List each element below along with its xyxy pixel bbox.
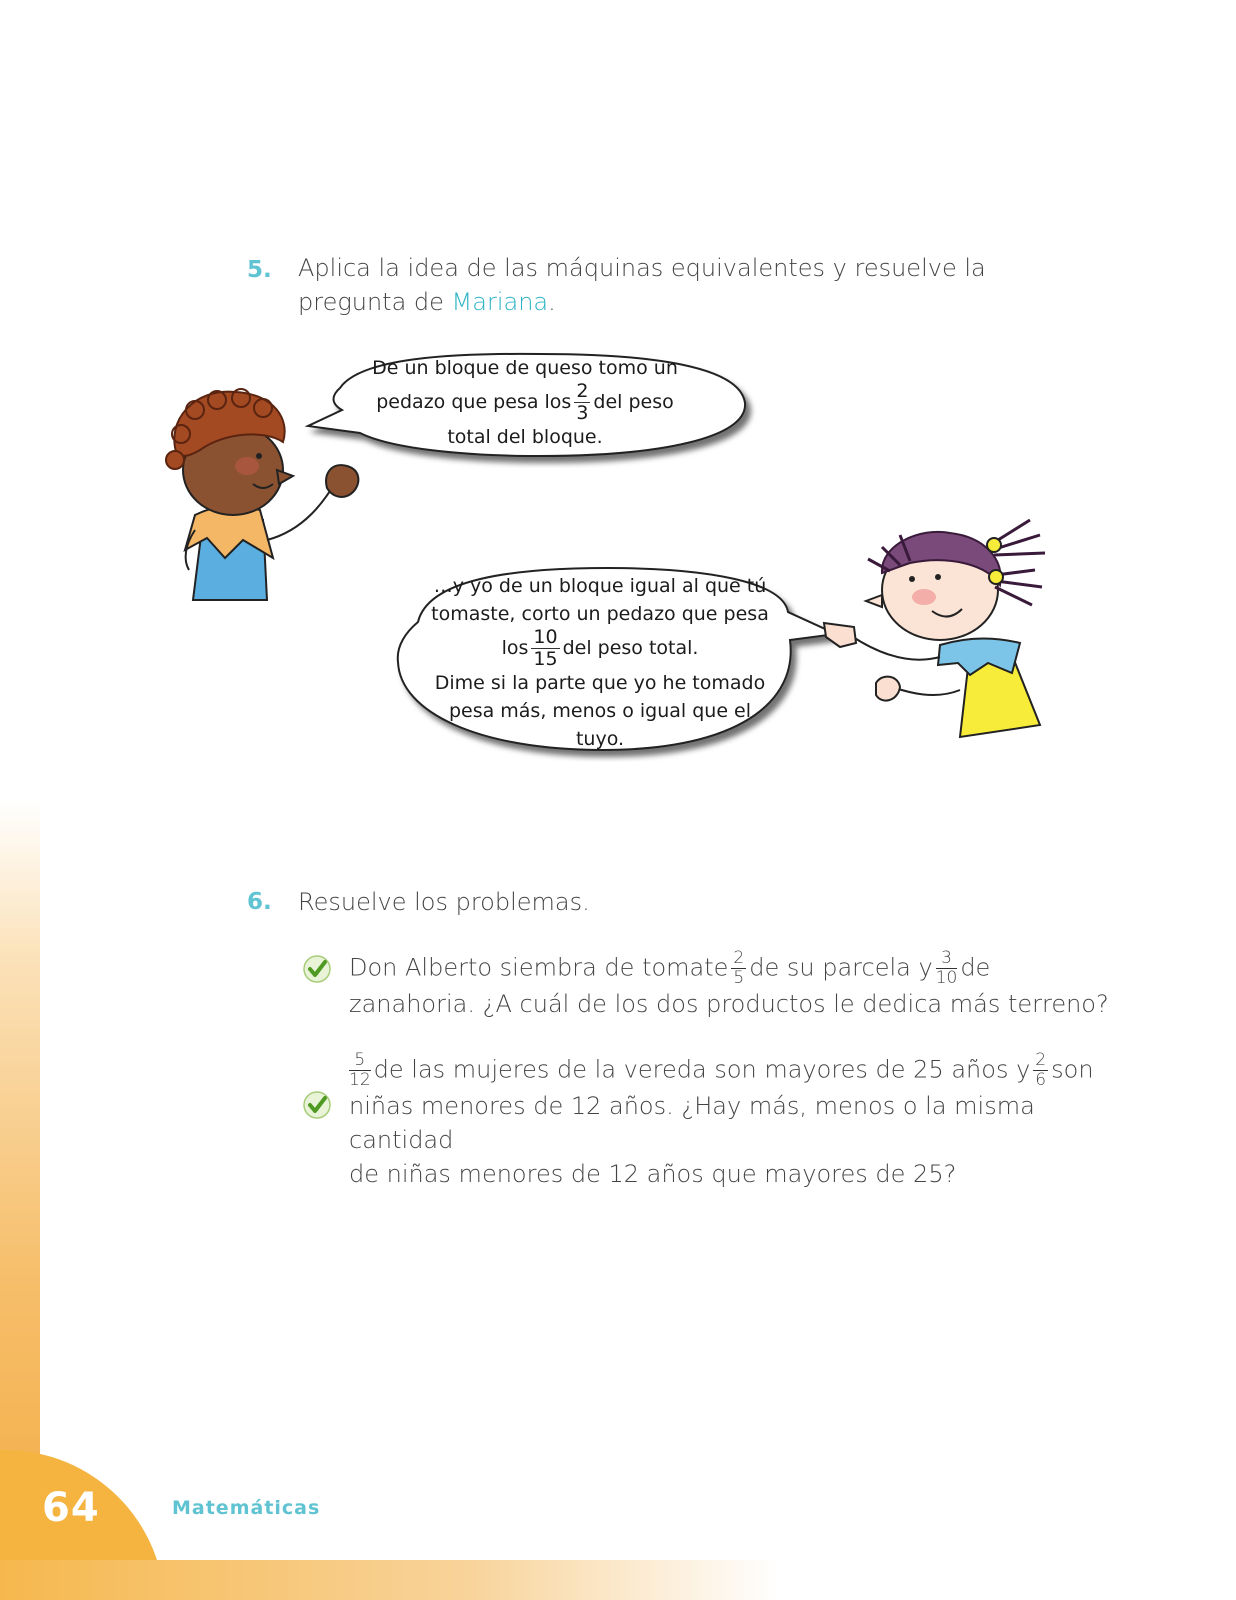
- bubble-2-line-3-end: del peso total.: [562, 637, 699, 659]
- fraction-numerator: 2: [576, 380, 589, 402]
- exercise-5-instruction: [298, 251, 1018, 319]
- fraction-2-6: [1033, 1052, 1048, 1089]
- page-number: 64: [42, 1485, 100, 1531]
- problem-1-text-a: Don Alberto siembra de tomate: [349, 953, 729, 982]
- fraction-denominator: 3: [576, 402, 589, 424]
- problem-1-text-c: de: [960, 953, 991, 982]
- bubble-2-line-6: tuyo.: [575, 728, 625, 750]
- exercise-5-line-2-end: .: [548, 288, 556, 316]
- fraction-denominator: 5: [733, 968, 745, 988]
- bubble-2-line-5: pesa más, menos o igual que el: [448, 700, 752, 722]
- fraction-numerator: 3: [936, 950, 958, 969]
- problem-2-text-a: de las mujeres de la vereda son mayores de 25 años y: [373, 1055, 1031, 1084]
- fraction-denominator: 12: [349, 1070, 371, 1090]
- fraction-numerator: 5: [349, 1052, 371, 1071]
- problem-2-text-b: son: [1051, 1055, 1094, 1084]
- check-icon: [302, 954, 332, 984]
- fraction-numerator: 2: [1035, 1050, 1047, 1070]
- problem-1-text-b: de su parcela y: [749, 953, 933, 982]
- fraction-2-3: [574, 382, 590, 423]
- problem-2: [349, 1052, 1109, 1191]
- problem-2-line-3: de niñas menores de 12 años que mayores de 25?: [349, 1160, 957, 1188]
- girl-character-illustration: [820, 515, 1060, 745]
- exercise-5-number: 5.: [247, 257, 272, 283]
- bubble-1-line-2-text: pedazo que pesa los: [376, 391, 572, 413]
- bubble-2-line-3: [410, 628, 790, 669]
- boy-character-illustration: [155, 380, 385, 605]
- problem-1-line-2: zanahoria. ¿A cuál de los dos productos le dedica más terreno?: [349, 990, 1109, 1018]
- fraction-numerator: 10: [533, 626, 558, 648]
- check-icon: [302, 1090, 332, 1120]
- bubble-2-line-1: …y yo de un bloque igual al que tú: [433, 575, 767, 597]
- problem-2-line-2: niñas menores de 12 años. ¿Hay más, menos o la misma cantidad: [349, 1092, 1035, 1154]
- bubble-1-line-1: De un bloque de queso tomo un: [372, 357, 678, 379]
- bubble-2-line-3-text: los: [501, 637, 529, 659]
- bubble-1-line-2: [340, 382, 710, 423]
- fraction-denominator: 10: [935, 968, 958, 988]
- fraction-5-12: [349, 1052, 371, 1089]
- bubble-2-line-4: Dime si la parte que yo he tomado: [434, 672, 766, 694]
- problem-2-line-1: [349, 1052, 1109, 1089]
- problem-1: [349, 950, 1109, 1021]
- fraction-3-10: [936, 950, 958, 987]
- fraction-10-15: [531, 628, 559, 669]
- fraction-denominator: 15: [533, 648, 558, 670]
- fraction-2-5: [731, 950, 746, 987]
- character-name-mariana: Mariana: [451, 288, 549, 316]
- exercise-6-number: 6.: [247, 889, 272, 915]
- bubble-1-line-3: total del bloque.: [447, 426, 603, 448]
- exercise-5-line-2-text: pregunta de: [298, 288, 452, 316]
- speech-bubble-2-text: [410, 572, 790, 753]
- exercise-6-title: Resuelve los problemas.: [298, 888, 590, 916]
- speech-bubble-1-text: [340, 354, 710, 451]
- fraction-denominator: 6: [1035, 1070, 1047, 1090]
- exercise-5-line-2: [298, 285, 1018, 319]
- subject-label: Matemáticas: [172, 1497, 321, 1519]
- bubble-2-line-2: tomaste, corto un pedazo que pesa: [431, 603, 769, 625]
- problem-1-line-1: [349, 950, 1109, 987]
- exercise-5-line-1: Aplica la idea de las máquinas equivalentes y resuelve la: [298, 254, 986, 282]
- bubble-1-line-2-end: del peso: [593, 391, 674, 413]
- fraction-numerator: 2: [733, 948, 745, 968]
- bottom-decoration: [0, 1560, 780, 1600]
